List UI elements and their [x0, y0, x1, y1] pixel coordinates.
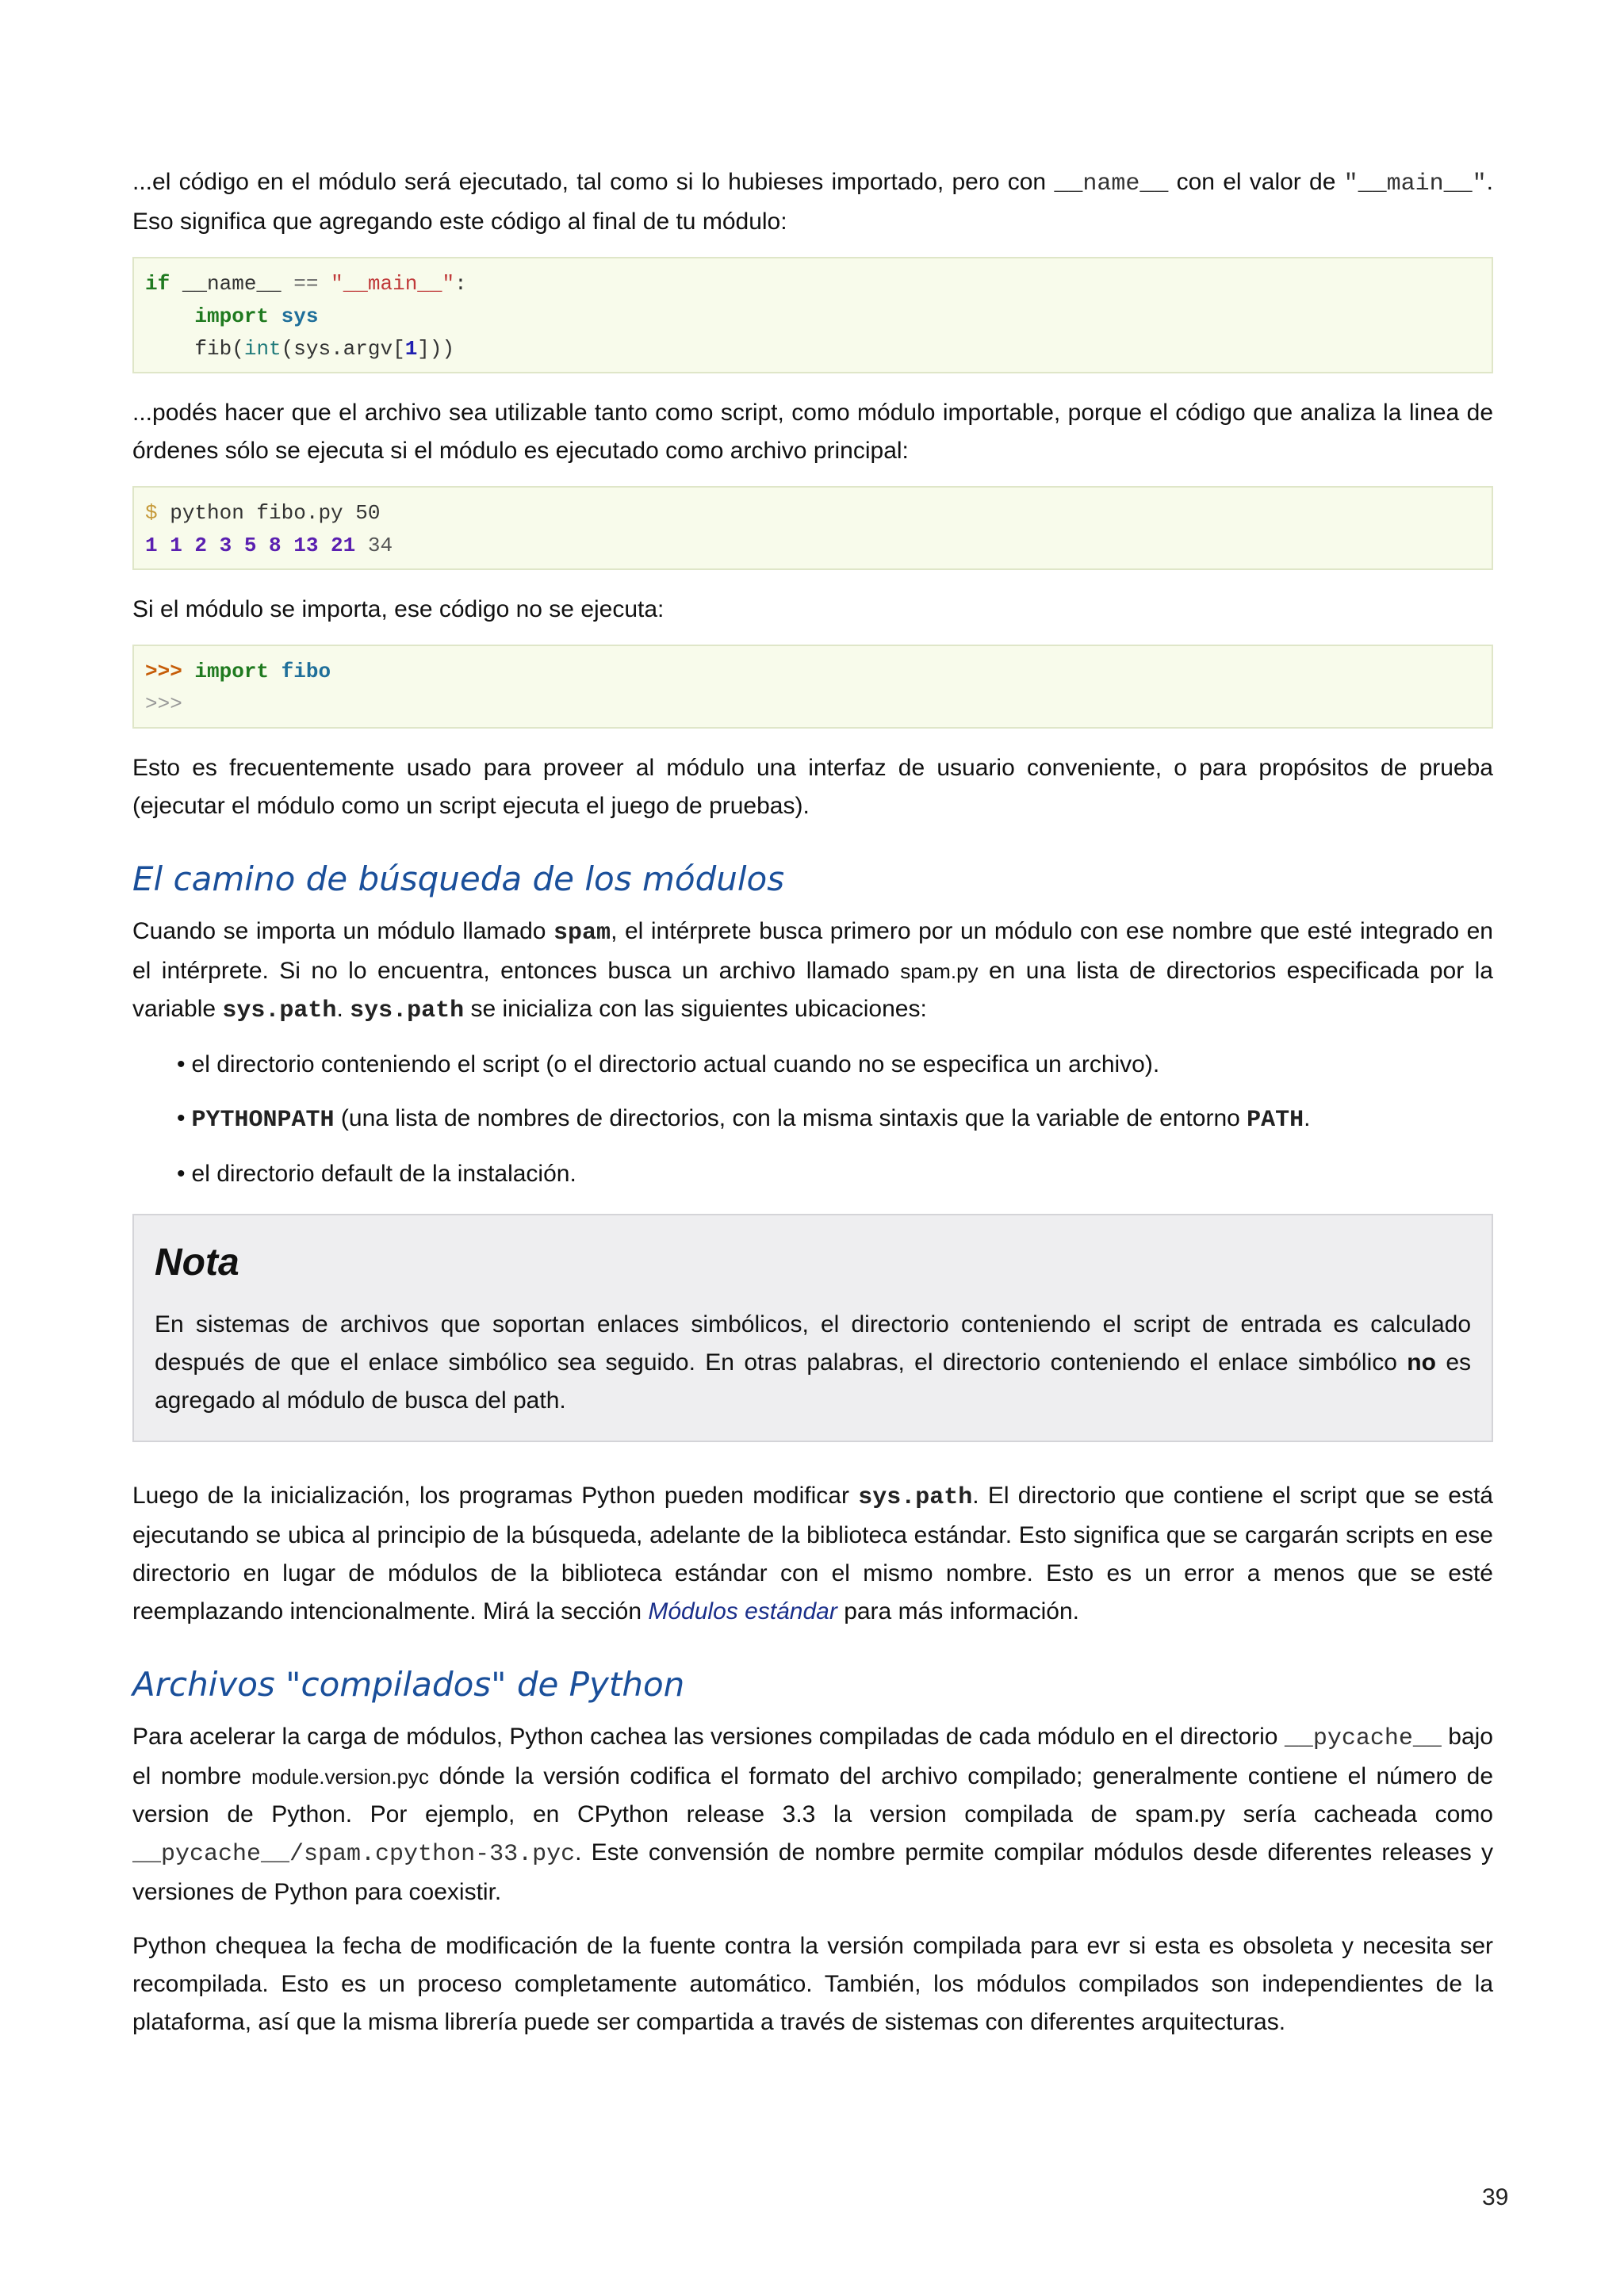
inline-code-main: "__main__": [1343, 170, 1487, 197]
inline-code-path: PATH: [1247, 1107, 1304, 1134]
code-call-fib: fib(: [194, 337, 244, 361]
inline-code-sys-path: sys.path: [222, 997, 337, 1024]
paragraph-name-main: [132, 163, 1493, 241]
filename-spam-py: spam.py: [900, 959, 979, 983]
text: . Este convensión de nombre permite compilar módulos desde diferentes releases y versiones de Python para coexistir.: [132, 1839, 1493, 1905]
section-title-compiled-files: Archivos "compilados" de Python: [132, 1665, 685, 1704]
note-title: Nota: [155, 1242, 239, 1284]
text: , el intérprete busca primero por un módulo con ese nombre que esté integrado en el intérprete. Si no lo encuentra, entonces busca un archivo llamado: [132, 918, 1493, 984]
filename-module-version: module.version.pyc: [251, 1765, 430, 1789]
list-item: • el directorio default de la instalación.: [177, 1161, 576, 1187]
code-block-interactive-import: [132, 645, 1493, 729]
inline-code-sys-path: sys.path: [350, 997, 465, 1024]
paragraph-sys-path-modify: [132, 1477, 1493, 1631]
note-box: [132, 1214, 1493, 1442]
page-content: [132, 163, 1493, 2057]
emphasis-no: no: [1407, 1349, 1436, 1376]
text: . Eso significa que agregando este código al final de tu módulo:: [132, 169, 1494, 235]
keyword-if: if: [145, 272, 170, 296]
link-modulos-estandar[interactable]: Módulos estándar: [648, 1598, 837, 1624]
inline-code-name: __name__: [1054, 170, 1169, 197]
text: para más información.: [844, 1598, 1079, 1624]
text: . El directorio que contiene el script que se está ejecutando se ubica al principio de la búsqueda, adelante de la biblioteca estándar. Esto significa que se cargarán scripts en ese directorio en lugar de módulos de la biblioteca estándar con el mismo nombre. Esto es un error a menos que se esté reemplazando intencionalmente. Mirá la sección: [132, 1483, 1493, 1624]
code-string: "__main__": [331, 272, 455, 296]
text: Cuando se importa un módulo llamado: [132, 918, 546, 944]
paragraph-import-note: Si el módulo se importa, ese código no se ejecuta:: [132, 596, 665, 622]
text: ...el código en el módulo será ejecutado, tal como si lo hubieses importado, pero con: [132, 169, 1047, 195]
paragraph-search-path-intro: [132, 913, 1493, 1030]
text: bajo el nombre: [132, 1724, 1493, 1789]
code-name-var: __name__: [182, 272, 282, 296]
inline-code-sys-path: sys.path: [858, 1484, 973, 1511]
text: Para acelerar la carga de módulos, Python cachea las versiones compiladas de cada módulo en el directorio: [132, 1724, 1278, 1750]
list-item: • el directorio conteniendo el script (o el directorio actual cuando no se especifica un archivo).: [177, 1051, 1160, 1077]
code-module-sys: sys: [281, 304, 319, 328]
code-close: ])): [417, 337, 455, 361]
code-block-main-guard: [132, 257, 1493, 373]
code-sys-argv: (sys.argv[: [281, 337, 405, 361]
note-text: [155, 1306, 1471, 1420]
code-operator: ==: [293, 272, 319, 296]
inline-code-pycache: __pycache__: [1284, 1725, 1442, 1752]
inline-code-pythonpath: PYTHONPATH: [191, 1107, 335, 1134]
text: el directorio conteniendo el script (o el directorio actual cuando no se especifica un archivo).: [191, 1051, 1160, 1077]
paragraph-pycache: [132, 1718, 1493, 1911]
keyword-import: import: [194, 660, 270, 683]
paragraph-usage-purpose: Esto es frecuentemente usado para proveer al módulo una interfaz de usuario conveniente, o para propósitos de prueba (ejecutar el módulo como un script ejecuta el juego de pruebas).: [132, 755, 1493, 819]
list-item: • PYTHONPATH (una lista de nombres de directorios, con la misma sintaxis que la variable de entorno PATH.: [177, 1105, 1311, 1134]
text: En sistemas de archivos que soportan enlaces simbólicos, el directorio conteniendo el script de entrada es calculado después de que el enlace simbólico sea seguido. En otras palabras, el directorio conteniendo el enlace simbólico: [155, 1311, 1471, 1376]
shell-command: python fibo.py 50: [170, 501, 381, 525]
text: Luego de la inicialización, los programas Python pueden modificar: [132, 1483, 849, 1509]
text: .: [336, 996, 343, 1022]
code-module-fibo: fibo: [281, 660, 331, 683]
section-title-search-path: El camino de búsqueda de los módulos: [132, 859, 785, 898]
shell-output-last: 34: [367, 534, 393, 557]
search-path-list: [132, 1046, 1493, 1193]
repl-prompt-empty: >>>: [145, 692, 182, 716]
text: se inicializa con las siguientes ubicaciones:: [470, 996, 927, 1022]
repl-prompt: >>>: [145, 660, 182, 683]
paragraph-script-usage: ...podés hacer que el archivo sea utilizable tanto como script, como módulo importable, porque el código que analiza la linea de órdenes sólo se ejecuta si el módulo es ejecutado como archivo principal:: [132, 400, 1493, 464]
code-builtin-int: int: [243, 337, 282, 361]
paragraph-recompile: Python chequea la fecha de modificación de la fuente contra la versión compilada para evr si esta es obsoleta y necesita ser recompilada. Esto es un proceso completamente automático. También, los módulos compilados son independientes de la plataforma, así que la misma librería puede ser compartida a través de sistemas con diferentes arquitecturas.: [132, 1933, 1493, 2035]
shell-output: 1 1 2 3 5 8 13 21: [145, 534, 356, 557]
text: es agregado al módulo de busca del path.: [155, 1349, 1471, 1414]
text: en una lista de directorios especificada por la variable: [132, 958, 1493, 1022]
shell-prompt: $: [145, 501, 158, 525]
code-block-shell-run: [132, 486, 1493, 570]
code-number: 1: [404, 337, 418, 361]
inline-code-pyc-path: __pycache__/spam.cpython-33.pyc: [132, 1841, 576, 1868]
text: dónde la versión codifica el formato del archivo compilado; generalmente contiene el número de version de Python. Por ejemplo, en CPython release 3.3 la version compilada de spam.py sería cacheada como: [132, 1763, 1494, 1827]
page-number: 39: [1482, 2184, 1509, 2210]
text: el directorio default de la instalación.: [191, 1161, 576, 1187]
code-colon: :: [454, 272, 467, 296]
keyword-import: import: [194, 304, 270, 328]
text: con el valor de: [1176, 169, 1336, 195]
text: .: [1304, 1105, 1311, 1131]
inline-code-spam: spam: [553, 920, 611, 947]
text: (una lista de nombres de directorios, con la misma sintaxis que la variable de entorno: [340, 1105, 1240, 1131]
